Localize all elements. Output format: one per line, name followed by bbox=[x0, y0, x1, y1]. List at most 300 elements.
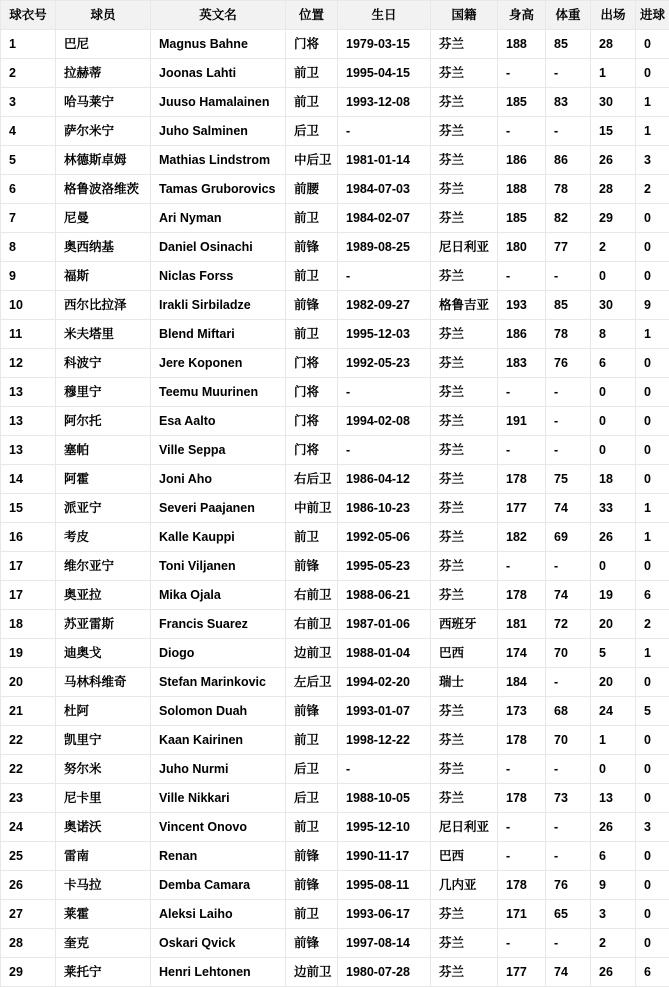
table-cell: Blend Miftari bbox=[151, 320, 286, 349]
table-cell: 17 bbox=[1, 552, 56, 581]
table-cell: - bbox=[498, 929, 546, 958]
table-cell: 前锋 bbox=[286, 871, 338, 900]
table-cell: 8 bbox=[1, 233, 56, 262]
table-cell: - bbox=[546, 813, 591, 842]
table-cell: 后卫 bbox=[286, 784, 338, 813]
table-cell: 75 bbox=[546, 465, 591, 494]
table-cell: 6 bbox=[591, 842, 636, 871]
table-row bbox=[1, 958, 669, 987]
table-row bbox=[1, 204, 669, 233]
table-cell: 中后卫 bbox=[286, 146, 338, 175]
table-cell: 芬兰 bbox=[431, 320, 498, 349]
table-cell: 33 bbox=[591, 494, 636, 523]
table-cell: 1980-07-28 bbox=[338, 958, 431, 987]
table-cell: 1 bbox=[636, 117, 669, 146]
table-row bbox=[1, 320, 669, 349]
table-cell: 福斯 bbox=[56, 262, 151, 291]
table-cell: 芬兰 bbox=[431, 349, 498, 378]
table-cell: 西尔比拉泽 bbox=[56, 291, 151, 320]
table-row bbox=[1, 668, 669, 697]
table-cell: 188 bbox=[498, 175, 546, 204]
table-cell: 1993-01-07 bbox=[338, 697, 431, 726]
table-cell: 林德斯卓姆 bbox=[56, 146, 151, 175]
table-cell: - bbox=[546, 755, 591, 784]
table-cell: 前腰 bbox=[286, 175, 338, 204]
table-cell: 9 bbox=[591, 871, 636, 900]
table-cell: 0 bbox=[591, 436, 636, 465]
table-cell: 奥西纳基 bbox=[56, 233, 151, 262]
table-cell: 26 bbox=[1, 871, 56, 900]
table-cell: - bbox=[546, 842, 591, 871]
table-cell: Jere Koponen bbox=[151, 349, 286, 378]
column-header-7: 体重 bbox=[546, 1, 591, 30]
table-cell: 芬兰 bbox=[431, 929, 498, 958]
table-cell: 30 bbox=[591, 88, 636, 117]
table-cell: 中前卫 bbox=[286, 494, 338, 523]
table-cell: 13 bbox=[591, 784, 636, 813]
table-cell: 0 bbox=[636, 378, 669, 407]
table-cell: 28 bbox=[591, 30, 636, 59]
table-cell: - bbox=[338, 117, 431, 146]
table-cell: 20 bbox=[1, 668, 56, 697]
table-cell: 右前卫 bbox=[286, 581, 338, 610]
table-cell: - bbox=[338, 436, 431, 465]
table-cell: Francis Suarez bbox=[151, 610, 286, 639]
table-cell: 1994-02-08 bbox=[338, 407, 431, 436]
table-cell: Magnus Bahne bbox=[151, 30, 286, 59]
table-cell: 门将 bbox=[286, 436, 338, 465]
table-cell: 阿尔托 bbox=[56, 407, 151, 436]
table-cell: 7 bbox=[1, 204, 56, 233]
table-cell: 芬兰 bbox=[431, 494, 498, 523]
table-cell: 芬兰 bbox=[431, 175, 498, 204]
table-cell: 迪奥戈 bbox=[56, 639, 151, 668]
table-cell: 门将 bbox=[286, 30, 338, 59]
table-cell: Juuso Hamalainen bbox=[151, 88, 286, 117]
table-cell: 2 bbox=[1, 59, 56, 88]
table-cell: 0 bbox=[636, 204, 669, 233]
column-header-4: 生日 bbox=[338, 1, 431, 30]
table-cell: - bbox=[546, 262, 591, 291]
table-cell: 阿霍 bbox=[56, 465, 151, 494]
table-cell: 6 bbox=[1, 175, 56, 204]
table-cell: 14 bbox=[1, 465, 56, 494]
table-cell: 芬兰 bbox=[431, 581, 498, 610]
table-row bbox=[1, 871, 669, 900]
table-cell: 右后卫 bbox=[286, 465, 338, 494]
table-cell: 前锋 bbox=[286, 842, 338, 871]
table-cell: 芬兰 bbox=[431, 726, 498, 755]
table-cell: 派亚宁 bbox=[56, 494, 151, 523]
table-cell: 0 bbox=[636, 59, 669, 88]
table-cell: 1986-04-12 bbox=[338, 465, 431, 494]
table-cell: - bbox=[546, 378, 591, 407]
table-cell: 15 bbox=[1, 494, 56, 523]
table-cell: 0 bbox=[636, 900, 669, 929]
column-header-2: 英文名 bbox=[151, 1, 286, 30]
table-cell: 74 bbox=[546, 494, 591, 523]
table-cell: 尼日利亚 bbox=[431, 813, 498, 842]
table-cell: 芬兰 bbox=[431, 117, 498, 146]
table-cell: 芬兰 bbox=[431, 900, 498, 929]
table-cell: 11 bbox=[1, 320, 56, 349]
table-cell: 凯里宁 bbox=[56, 726, 151, 755]
table-cell: 177 bbox=[498, 494, 546, 523]
table-row bbox=[1, 175, 669, 204]
table-cell: - bbox=[498, 436, 546, 465]
table-cell: - bbox=[546, 929, 591, 958]
table-cell: 9 bbox=[636, 291, 669, 320]
table-cell: 85 bbox=[546, 30, 591, 59]
table-cell: 0 bbox=[591, 262, 636, 291]
table-cell: 左后卫 bbox=[286, 668, 338, 697]
table-cell: Solomon Duah bbox=[151, 697, 286, 726]
table-cell: 1 bbox=[636, 494, 669, 523]
table-cell: 26 bbox=[591, 813, 636, 842]
table-cell: 1993-06-17 bbox=[338, 900, 431, 929]
table-row bbox=[1, 349, 669, 378]
table-cell: 83 bbox=[546, 88, 591, 117]
table-row bbox=[1, 378, 669, 407]
table-cell: 科波宁 bbox=[56, 349, 151, 378]
table-cell: 巴尼 bbox=[56, 30, 151, 59]
table-cell: 25 bbox=[1, 842, 56, 871]
table-cell: 1994-02-20 bbox=[338, 668, 431, 697]
table-row bbox=[1, 117, 669, 146]
table-cell: - bbox=[546, 552, 591, 581]
table-cell: 78 bbox=[546, 175, 591, 204]
column-header-1: 球员 bbox=[56, 1, 151, 30]
table-cell: 右前卫 bbox=[286, 610, 338, 639]
table-cell: 0 bbox=[636, 929, 669, 958]
table-cell: 前卫 bbox=[286, 900, 338, 929]
table-cell: 边前卫 bbox=[286, 958, 338, 987]
table-cell: 前锋 bbox=[286, 929, 338, 958]
table-cell: 13 bbox=[1, 378, 56, 407]
table-cell: 0 bbox=[636, 726, 669, 755]
table-cell: 3 bbox=[636, 146, 669, 175]
table-cell: Niclas Forss bbox=[151, 262, 286, 291]
table-cell: 前卫 bbox=[286, 59, 338, 88]
table-cell: 瑞士 bbox=[431, 668, 498, 697]
table-cell: 19 bbox=[591, 581, 636, 610]
table-cell: 巴西 bbox=[431, 842, 498, 871]
table-cell: 1998-12-22 bbox=[338, 726, 431, 755]
table-cell: 1 bbox=[636, 639, 669, 668]
table-cell: 0 bbox=[636, 784, 669, 813]
table-cell: Kalle Kauppi bbox=[151, 523, 286, 552]
table-cell: 芬兰 bbox=[431, 523, 498, 552]
table-cell: 1982-09-27 bbox=[338, 291, 431, 320]
table-cell: 74 bbox=[546, 581, 591, 610]
table-cell: 3 bbox=[636, 813, 669, 842]
table-cell: 185 bbox=[498, 88, 546, 117]
table-cell: 29 bbox=[1, 958, 56, 987]
table-cell: 0 bbox=[636, 842, 669, 871]
table-cell: 雷南 bbox=[56, 842, 151, 871]
table-cell: 29 bbox=[591, 204, 636, 233]
table-cell: 0 bbox=[636, 262, 669, 291]
table-row bbox=[1, 581, 669, 610]
table-cell: 1987-01-06 bbox=[338, 610, 431, 639]
table-cell: 后卫 bbox=[286, 755, 338, 784]
table-cell: 莱托宁 bbox=[56, 958, 151, 987]
table-cell: 穆里宁 bbox=[56, 378, 151, 407]
table-cell: 1986-10-23 bbox=[338, 494, 431, 523]
table-cell: 杜阿 bbox=[56, 697, 151, 726]
table-header-row bbox=[1, 1, 669, 30]
table-cell: Kaan Kairinen bbox=[151, 726, 286, 755]
table-cell: 米夫塔里 bbox=[56, 320, 151, 349]
table-cell: 1984-02-07 bbox=[338, 204, 431, 233]
table-cell: 1995-08-11 bbox=[338, 871, 431, 900]
table-cell: Joonas Lahti bbox=[151, 59, 286, 88]
table-cell: 174 bbox=[498, 639, 546, 668]
table-cell: 2 bbox=[636, 610, 669, 639]
table-cell: 6 bbox=[591, 349, 636, 378]
table-cell: 考皮 bbox=[56, 523, 151, 552]
table-cell: 6 bbox=[636, 581, 669, 610]
column-header-0: 球衣号 bbox=[1, 1, 56, 30]
table-cell: Juho Salminen bbox=[151, 117, 286, 146]
table-cell: 5 bbox=[636, 697, 669, 726]
table-cell: - bbox=[498, 552, 546, 581]
table-cell: 0 bbox=[636, 436, 669, 465]
table-cell: 1979-03-15 bbox=[338, 30, 431, 59]
table-cell: 186 bbox=[498, 146, 546, 175]
table-cell: Toni Viljanen bbox=[151, 552, 286, 581]
table-row bbox=[1, 610, 669, 639]
table-cell: 178 bbox=[498, 871, 546, 900]
table-cell: - bbox=[338, 262, 431, 291]
table-cell: - bbox=[546, 436, 591, 465]
table-row bbox=[1, 146, 669, 175]
table-cell: - bbox=[498, 842, 546, 871]
table-cell: - bbox=[498, 813, 546, 842]
table-cell: 1981-01-14 bbox=[338, 146, 431, 175]
table-cell: 21 bbox=[1, 697, 56, 726]
table-cell: 26 bbox=[591, 958, 636, 987]
table-cell: 莱霍 bbox=[56, 900, 151, 929]
table-cell: 格鲁吉亚 bbox=[431, 291, 498, 320]
table-cell: 0 bbox=[636, 465, 669, 494]
table-cell: 16 bbox=[1, 523, 56, 552]
table-cell: 1997-08-14 bbox=[338, 929, 431, 958]
table-cell: Diogo bbox=[151, 639, 286, 668]
table-cell: 前卫 bbox=[286, 726, 338, 755]
table-cell: 178 bbox=[498, 726, 546, 755]
table-cell: 芬兰 bbox=[431, 204, 498, 233]
table-cell: Mathias Lindstrom bbox=[151, 146, 286, 175]
table-cell: 178 bbox=[498, 784, 546, 813]
table-cell: - bbox=[498, 755, 546, 784]
table-cell: 维尔亚宁 bbox=[56, 552, 151, 581]
table-cell: 86 bbox=[546, 146, 591, 175]
table-row bbox=[1, 30, 669, 59]
table-row bbox=[1, 697, 669, 726]
table-cell: 26 bbox=[591, 146, 636, 175]
table-cell: 74 bbox=[546, 958, 591, 987]
table-cell: 1 bbox=[636, 320, 669, 349]
table-cell: 10 bbox=[1, 291, 56, 320]
table-cell: 1992-05-23 bbox=[338, 349, 431, 378]
table-cell: 芬兰 bbox=[431, 146, 498, 175]
table-cell: 72 bbox=[546, 610, 591, 639]
table-cell: 芬兰 bbox=[431, 59, 498, 88]
table-cell: 1988-10-05 bbox=[338, 784, 431, 813]
table-cell: 前卫 bbox=[286, 320, 338, 349]
table-cell: 178 bbox=[498, 581, 546, 610]
table-cell: 0 bbox=[636, 30, 669, 59]
table-cell: 2 bbox=[591, 233, 636, 262]
table-row bbox=[1, 929, 669, 958]
table-cell: Teemu Muurinen bbox=[151, 378, 286, 407]
table-cell: 20 bbox=[591, 610, 636, 639]
table-cell: 177 bbox=[498, 958, 546, 987]
table-cell: 前锋 bbox=[286, 291, 338, 320]
table-cell: 182 bbox=[498, 523, 546, 552]
table-cell: 前锋 bbox=[286, 697, 338, 726]
table-row bbox=[1, 407, 669, 436]
table-cell: 193 bbox=[498, 291, 546, 320]
table-cell: 76 bbox=[546, 349, 591, 378]
table-cell: 2 bbox=[636, 175, 669, 204]
table-cell: 哈马莱宁 bbox=[56, 88, 151, 117]
table-cell: 1988-06-21 bbox=[338, 581, 431, 610]
table-cell: Irakli Sirbiladze bbox=[151, 291, 286, 320]
table-cell: Renan bbox=[151, 842, 286, 871]
table-cell: - bbox=[338, 378, 431, 407]
table-cell: - bbox=[498, 378, 546, 407]
table-cell: Ari Nyman bbox=[151, 204, 286, 233]
table-row bbox=[1, 436, 669, 465]
table-cell: 0 bbox=[636, 407, 669, 436]
table-cell: Aleksi Laiho bbox=[151, 900, 286, 929]
table-cell: 奥诺沃 bbox=[56, 813, 151, 842]
table-cell: 188 bbox=[498, 30, 546, 59]
table-cell: 门将 bbox=[286, 349, 338, 378]
table-cell: 努尔米 bbox=[56, 755, 151, 784]
table-row bbox=[1, 88, 669, 117]
table-cell: 69 bbox=[546, 523, 591, 552]
table-cell: 0 bbox=[591, 552, 636, 581]
table-cell: 82 bbox=[546, 204, 591, 233]
table-cell: 19 bbox=[1, 639, 56, 668]
table-cell: - bbox=[498, 117, 546, 146]
table-cell: Demba Camara bbox=[151, 871, 286, 900]
table-cell: 前卫 bbox=[286, 204, 338, 233]
table-cell: 尼卡里 bbox=[56, 784, 151, 813]
table-cell: 0 bbox=[591, 407, 636, 436]
table-cell: 73 bbox=[546, 784, 591, 813]
table-cell: 76 bbox=[546, 871, 591, 900]
table-row bbox=[1, 639, 669, 668]
table-cell: 6 bbox=[636, 958, 669, 987]
table-cell: 2 bbox=[591, 929, 636, 958]
table-cell: 奥亚拉 bbox=[56, 581, 151, 610]
table-cell: 24 bbox=[591, 697, 636, 726]
table-cell: - bbox=[498, 262, 546, 291]
table-cell: Severi Paajanen bbox=[151, 494, 286, 523]
table-row bbox=[1, 59, 669, 88]
table-cell: 芬兰 bbox=[431, 407, 498, 436]
table-cell: 门将 bbox=[286, 378, 338, 407]
table-cell: 芬兰 bbox=[431, 436, 498, 465]
table-row bbox=[1, 900, 669, 929]
table-cell: 26 bbox=[591, 523, 636, 552]
table-cell: 178 bbox=[498, 465, 546, 494]
table-cell: 芬兰 bbox=[431, 552, 498, 581]
table-cell: 0 bbox=[636, 668, 669, 697]
table-cell: 185 bbox=[498, 204, 546, 233]
table-cell: - bbox=[546, 59, 591, 88]
table-cell: 23 bbox=[1, 784, 56, 813]
table-cell: 3 bbox=[1, 88, 56, 117]
table-row bbox=[1, 552, 669, 581]
table-cell: 芬兰 bbox=[431, 378, 498, 407]
table-row bbox=[1, 726, 669, 755]
table-cell: 1 bbox=[591, 59, 636, 88]
table-cell: 尼曼 bbox=[56, 204, 151, 233]
table-cell: 18 bbox=[591, 465, 636, 494]
table-cell: 前锋 bbox=[286, 552, 338, 581]
table-cell: 68 bbox=[546, 697, 591, 726]
table-cell: 芬兰 bbox=[431, 262, 498, 291]
table-cell: 1989-08-25 bbox=[338, 233, 431, 262]
table-cell: 前锋 bbox=[286, 233, 338, 262]
table-cell: 78 bbox=[546, 320, 591, 349]
table-cell: 0 bbox=[591, 378, 636, 407]
table-cell: - bbox=[546, 668, 591, 697]
table-cell: 芬兰 bbox=[431, 697, 498, 726]
table-cell: 0 bbox=[636, 233, 669, 262]
table-cell: 巴西 bbox=[431, 639, 498, 668]
table-cell: Vincent Onovo bbox=[151, 813, 286, 842]
table-cell: 22 bbox=[1, 755, 56, 784]
table-cell: 20 bbox=[591, 668, 636, 697]
table-cell: 1995-12-10 bbox=[338, 813, 431, 842]
table-cell: 卡马拉 bbox=[56, 871, 151, 900]
table-cell: 0 bbox=[591, 755, 636, 784]
table-row bbox=[1, 291, 669, 320]
table-row bbox=[1, 262, 669, 291]
table-cell: 1995-05-23 bbox=[338, 552, 431, 581]
table-cell: 184 bbox=[498, 668, 546, 697]
table-cell: 芬兰 bbox=[431, 88, 498, 117]
table-cell: 前卫 bbox=[286, 88, 338, 117]
table-row bbox=[1, 523, 669, 552]
table-cell: - bbox=[546, 117, 591, 146]
table-cell: 186 bbox=[498, 320, 546, 349]
table-cell: 173 bbox=[498, 697, 546, 726]
table-cell: 17 bbox=[1, 581, 56, 610]
table-cell: 77 bbox=[546, 233, 591, 262]
table-cell: Ville Seppa bbox=[151, 436, 286, 465]
table-cell: 拉赫蒂 bbox=[56, 59, 151, 88]
table-cell: 芬兰 bbox=[431, 784, 498, 813]
table-cell: 芬兰 bbox=[431, 465, 498, 494]
table-cell: 13 bbox=[1, 407, 56, 436]
table-cell: 1993-12-08 bbox=[338, 88, 431, 117]
table-cell: 5 bbox=[591, 639, 636, 668]
table-row bbox=[1, 784, 669, 813]
table-cell: 5 bbox=[1, 146, 56, 175]
table-cell: 0 bbox=[636, 871, 669, 900]
table-cell: 70 bbox=[546, 639, 591, 668]
table-cell: 0 bbox=[636, 755, 669, 784]
table-cell: 萨尔米宁 bbox=[56, 117, 151, 146]
table-cell: 1 bbox=[1, 30, 56, 59]
